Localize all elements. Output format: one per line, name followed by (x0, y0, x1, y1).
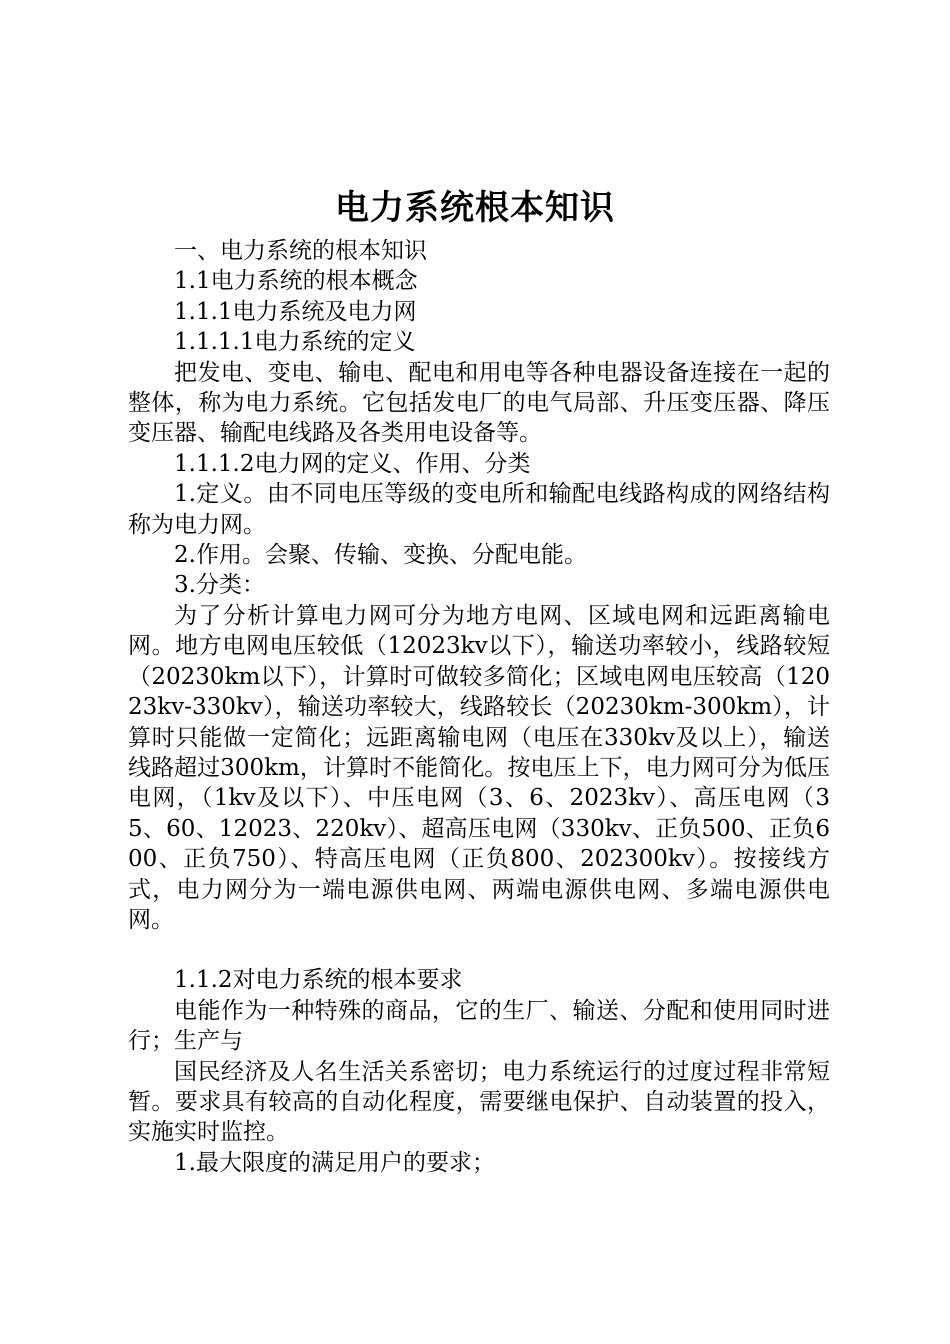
heading-1-1: 1.1电力系统的根本概念 (174, 268, 418, 295)
paragraph-power-system-definition: 把发电、变电、输电、配电和用电等各种电器设备连接在一起的整体，称为电力系统。它包括发电厂的电气局部、升压变压器、降压变压器、输配电线路及各类用电设备等。 (128, 359, 830, 447)
paragraph-requirements-detail: 国民经济及人名生活关系密切；电力系统运行的过度过程非常短暂。要求具有较高的自动化程度，需要继电保护、自动装置的投入，实施实时监控。 (128, 1058, 830, 1146)
heading-1-1-2: 1.1.2对电力系统的根本要求 (174, 967, 463, 994)
document-body (128, 236, 830, 1178)
heading-1-1-1: 1.1.1电力系统及电力网 (174, 298, 417, 325)
paragraph-classification: 为了分析计算电力网可分为地方电网、区域电网和远距离输电网。地方电网电压较低（12023kv以下），输送功率较小，线路较短（20230km以下），计算时可做较多简化；区域电网电压较高（12023kv-330kv），输送功率较大，线路较长（20230km-300km），计算时只能做一定简化；远距离输电网（电压在330kv及以上），输送线路超过300km，计算时不能简化。按电压上下，电力网可分为低压电网，（1kv及以下）、中压电网（3、6、2023kv）、高压电网（35、60、12023、220kv）、超高压电网（330kv、正负500、正负600、正负750）、特高压电网（正负800、202300kv）。按接线方式，电力网分为一端电源供电网、两端电源供电网、多端电源供电网。 (128, 602, 830, 933)
heading-level-1: 一、电力系统的根本知识 (174, 238, 427, 264)
paragraph-gap (128, 935, 830, 965)
paragraph-requirements-intro: 电能作为一种特殊的商品，它的生厂、输送、分配和使用同时进行；生产与 (128, 997, 830, 1055)
paragraph-classification-label: 3.分类： (174, 572, 265, 599)
paragraph-function: 2.作用。会聚、传输、变换、分配电能。 (174, 542, 587, 569)
heading-1-1-1-1: 1.1.1.1电力系统的定义 (174, 329, 416, 356)
heading-1-1-1-2: 1.1.1.2电力网的定义、作用、分类 (174, 450, 531, 477)
document-title: 电力系统根本知识 (335, 188, 615, 228)
paragraph-requirement-1: 1.最大限度的满足用户的要求； (174, 1149, 495, 1176)
paragraph-definition: 1.定义。由不同电压等级的变电所和输配电线路构成的网络结构称为电力网。 (128, 481, 830, 538)
